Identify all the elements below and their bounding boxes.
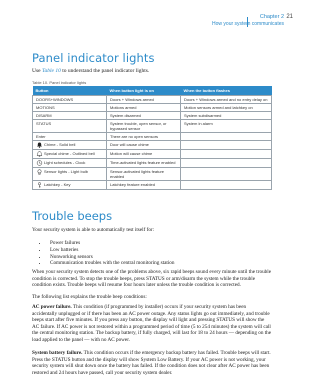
light-flash-cell: System subdisarmed bbox=[181, 112, 272, 120]
list-item: • Communication troubles with the central monitoring station bbox=[48, 260, 174, 267]
key-icon bbox=[36, 182, 43, 188]
button-cell bbox=[33, 168, 107, 181]
section-title-indicator-lights: Panel indicator lights bbox=[32, 51, 155, 65]
section-title-trouble-beeps: Trouble beeps bbox=[32, 209, 113, 223]
trouble-paragraph: When your security system detects one of the problems above, six rapid beeps sound every minute until the trouble condition is corrected. To stop the trouble beeps, press STATUS or arm/disarm the system while the trouble condition exists. Trouble beeps will resume four hours later unless the trouble condition is corrected. bbox=[32, 269, 271, 289]
button-name: MOTIONS bbox=[36, 105, 55, 110]
column-header: Button bbox=[33, 86, 107, 96]
battery-text: This condition occurs if the emergency backup battery has failed. Trouble beeps will start. Press the STATUS button and the display will show System Low Battery. If your AC power is not working, your security system will shut down once the battery has failed. If the condition does not clear after AC power has been restored and 24 hours have passed, call your security system dealer. bbox=[32, 350, 271, 376]
light-flash-cell: System in alarm bbox=[181, 120, 272, 133]
light-on-cell: Motion will cause chime bbox=[107, 150, 181, 159]
trouble-conditions-intro: The following list explains the trouble beep conditions: bbox=[32, 294, 147, 300]
trouble-list bbox=[38, 240, 174, 267]
battery-label: System battery failure. bbox=[32, 350, 83, 356]
button-cell bbox=[33, 112, 107, 120]
light-on-cell: Latchkey feature enabled bbox=[107, 181, 181, 190]
light-flash-cell bbox=[181, 133, 272, 141]
ac-power-failure-paragraph bbox=[32, 304, 272, 344]
button-cell bbox=[33, 120, 107, 133]
light-flash-cell bbox=[181, 181, 272, 190]
intro-suffix: to understand the panel indicator lights. bbox=[60, 68, 150, 74]
table-row bbox=[33, 150, 272, 159]
table-reference-link[interactable]: Table 10 bbox=[41, 68, 61, 74]
column-header: When button light is on bbox=[107, 86, 181, 96]
clock-icon bbox=[36, 160, 43, 166]
button-cell bbox=[33, 159, 107, 168]
button-cell bbox=[33, 104, 107, 112]
table-header-row bbox=[33, 86, 272, 96]
table-row bbox=[33, 181, 272, 190]
battery-failure-paragraph bbox=[32, 350, 272, 376]
light-on-cell: Motions armed bbox=[107, 104, 181, 112]
table-row bbox=[33, 96, 272, 104]
table-row bbox=[33, 141, 272, 150]
bell-outline-icon bbox=[36, 151, 43, 157]
list-item: • Nonworking sensors bbox=[48, 254, 174, 261]
list-item: • Power failures bbox=[48, 240, 174, 247]
button-name: Enter bbox=[36, 134, 46, 139]
button-name: Special chime - Outlined bell bbox=[44, 151, 95, 157]
light-on-cell: There are no open sensors bbox=[107, 133, 181, 141]
light-bulb-icon bbox=[36, 169, 43, 175]
button-name: Chime - Solid bell bbox=[44, 142, 76, 148]
running-header bbox=[212, 14, 293, 28]
chapter-label: Chapter 2 bbox=[259, 14, 284, 20]
button-cell bbox=[33, 141, 107, 150]
table-row bbox=[33, 112, 272, 120]
table-row bbox=[33, 159, 272, 168]
light-on-cell: Time-activated lights feature enabled bbox=[107, 159, 181, 168]
bell-icon bbox=[36, 142, 43, 148]
button-name: Sensor lights - Light bulb bbox=[44, 169, 89, 175]
table-row bbox=[33, 104, 272, 112]
light-on-cell: Doors + Windows armed bbox=[107, 96, 181, 104]
light-flash-cell: Doors + Windows armed and no entry delay on bbox=[181, 96, 272, 104]
intro-prefix: Use bbox=[32, 68, 42, 74]
table-row bbox=[33, 120, 272, 133]
light-on-cell: Door will cause chime bbox=[107, 141, 181, 150]
ac-label: AC power failure. bbox=[32, 304, 72, 310]
table-caption: Table 10. Panel indicator lights bbox=[32, 80, 87, 85]
light-flash-cell bbox=[181, 159, 272, 168]
indicator-lights-table bbox=[32, 86, 272, 190]
page-number: 21 bbox=[286, 14, 293, 20]
button-name: DOORS+WINDOWS bbox=[36, 97, 74, 102]
light-flash-cell bbox=[181, 168, 272, 181]
chapter-subtitle: How your system communicates bbox=[212, 21, 284, 27]
light-on-cell: System disarmed bbox=[107, 112, 181, 120]
button-name: Light schedules - Clock bbox=[44, 160, 86, 166]
column-header: When the button flashes bbox=[181, 86, 272, 96]
light-on-cell: System trouble, open sensor, or bypassed sensor bbox=[107, 120, 181, 133]
table-row bbox=[33, 168, 272, 181]
light-on-cell: Sensor-activated lights feature enabled bbox=[107, 168, 181, 181]
light-flash-cell bbox=[181, 150, 272, 159]
ac-text: This condition (if programmed by installer) occurs if your security system has been accidentally unplugged or if there has been an AC power outage. Any status lights go out immediately, and trouble beeps start after five minutes. If you press any button, the display will light and pressing STATUS will show the AC failure. If AC power is not restored within a programmed period of time (5 to 254 minutes) the system will call the central monitoring station. The backup battery, if fully charged, will last for 18 to 24 hours — depending on the load applied to the panel — with no AC power. bbox=[32, 304, 272, 343]
table-row bbox=[33, 133, 272, 141]
button-name: DISARM bbox=[36, 113, 52, 118]
button-cell bbox=[33, 181, 107, 190]
button-cell bbox=[33, 96, 107, 104]
trouble-intro: Your security system is able to automatically test itself for: bbox=[32, 227, 155, 233]
button-name: STATUS bbox=[36, 121, 52, 126]
button-cell bbox=[33, 150, 107, 159]
button-name: Latchkey - Key bbox=[44, 182, 71, 188]
indicator-intro bbox=[32, 68, 149, 74]
light-flash-cell: Motion sensors armed and latchkey on bbox=[181, 104, 272, 112]
button-cell bbox=[33, 133, 107, 141]
list-item: • Low batteries bbox=[48, 247, 174, 254]
light-flash-cell bbox=[181, 141, 272, 150]
